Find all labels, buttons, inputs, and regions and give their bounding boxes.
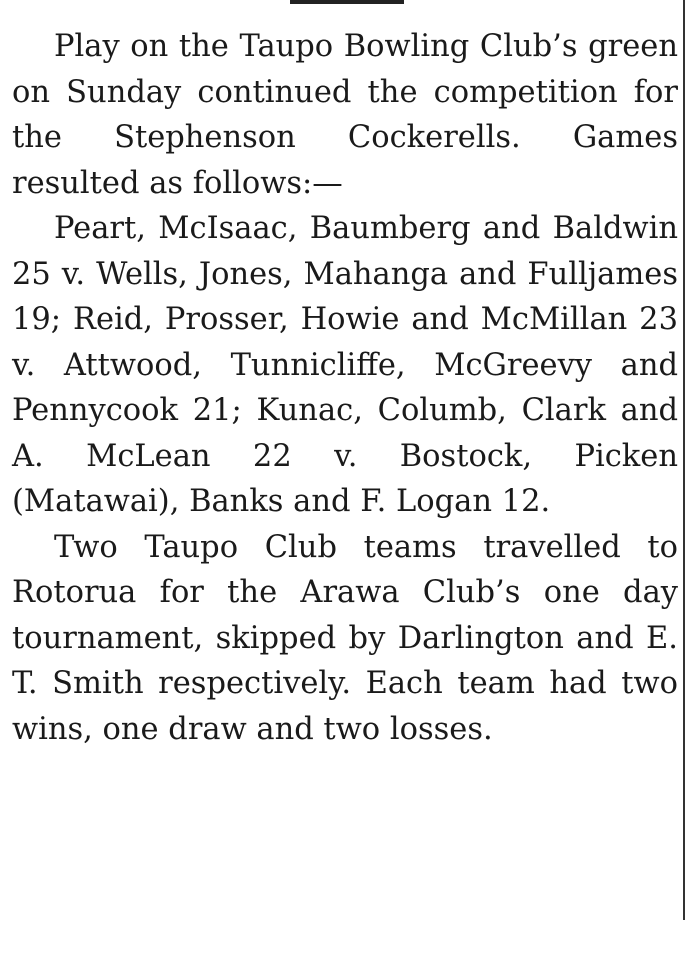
paragraph-intro: Play on the Taupo Bowling Club’s green on Sunday continued the competition for the Stephenson Cockerells. Games resulted as follows:— xyxy=(12,29,678,201)
article-body xyxy=(12,24,678,752)
paragraph-results: Peart, McIsaac, Baumberg and Baldwin 25 v. Wells, Jones, Mahanga and Fulljames 19; Reid, Prosser, Howie and McMillan 23 v. Attwood, Tunnicliffe, McGreevy and Pennycook 21; Kunac, Columb, Clark and A. McLean 22 v. Bostock, Picken (Matawai), Banks and F. Logan 12. xyxy=(12,211,678,519)
top-rule xyxy=(290,0,404,4)
paragraph-rotorua: Two Taupo Club teams travelled to Rotorua for the Arawa Club’s one day tournament, skipped by Darlington and E. T. Smith respectively. Each team had two wins, one draw and two losses. xyxy=(12,529,678,747)
column-border xyxy=(683,0,685,920)
